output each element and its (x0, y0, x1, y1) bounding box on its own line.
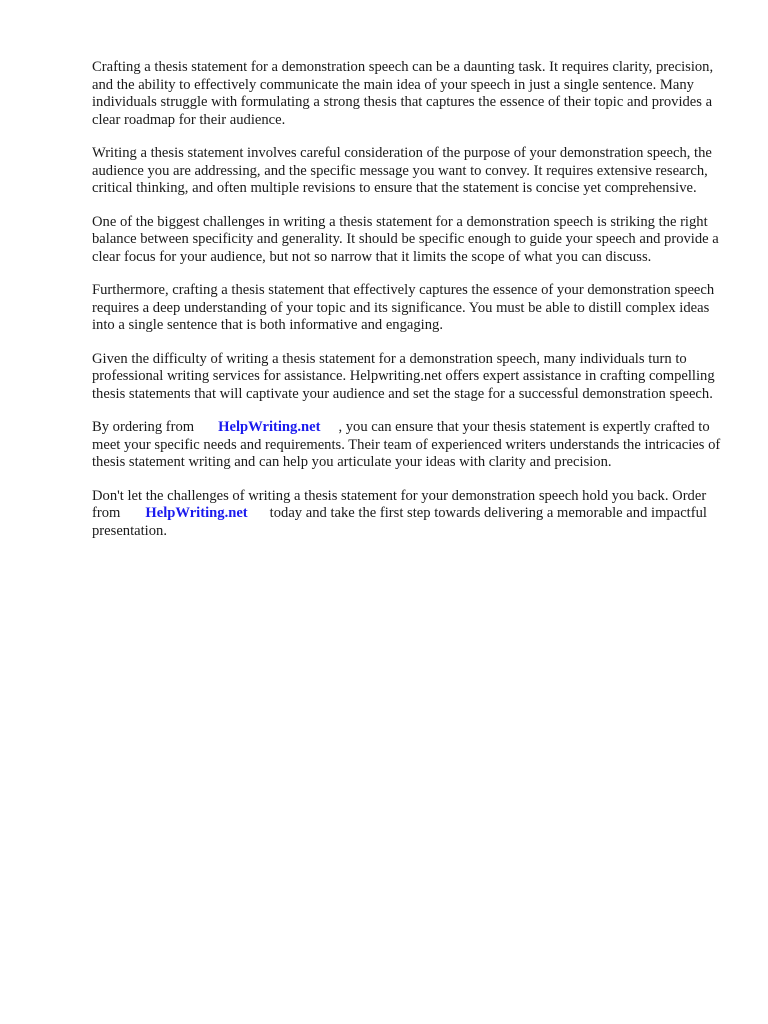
closing-text-after: today and take the first step towards delivering a memorable and impactful presentation. (92, 505, 707, 539)
helpwriting-link[interactable]: HelpWriting.net (218, 419, 321, 435)
paragraph-closing (92, 488, 724, 541)
closing-text-before: Don't let the challenges of writing a thesis statement for your demonstration speech hold you back. Order from (92, 487, 707, 521)
paragraph-ordering (92, 419, 724, 472)
ordering-text-before: By ordering from (92, 419, 195, 435)
ordering-text-after: , you can ensure that your thesis statement is expertly crafted to meet your specific needs and requirements. Their team of experienced writers understands the intricacies of thesis statement writing and can help you articulate your ideas with clarity and precision. (92, 419, 721, 470)
helpwriting-link-closing[interactable]: HelpWriting.net (145, 505, 248, 521)
paragraph-furthermore: Furthermore, crafting a thesis statement that effectively captures the essence of your demonstration speech requires a deep understanding of your topic and its significance. You must be able to distill complex ideas into a single sentence that is both informative and engaging. (92, 282, 715, 333)
paragraph-intro: Crafting a thesis statement for a demonstration speech can be a daunting task. It requires clarity, precision, and the ability to effectively communicate the main idea of your speech in just a single sentence. Many individuals struggle with formulating a strong thesis that captures the essence of their topic and provides a clear roadmap for their audience. (92, 59, 714, 128)
paragraph-services: Given the difficulty of writing a thesis statement for a demonstration speech, many individuals turn to professional writing services for assistance. Helpwriting.net offers expert assistance in crafting compelling thesis statements that will captivate your audience and set the stage for a successful demonstration speech. (92, 350, 715, 402)
paragraph-challenges: One of the biggest challenges in writing a thesis statement for a demonstration speech is striking the right balance between specificity and generality. It should be specific enough to guide your speech and provide a clear focus for your audience, but not so narrow that it limits the scope of what you can discuss. (92, 213, 719, 265)
paragraph-writing: Writing a thesis statement involves careful consideration of the purpose of your demonstration speech, the audience you are addressing, and the specific message you want to convey. It requires extensive research, critical thinking, and often multiple revisions to ensure that the statement is concise yet comprehensive. (92, 145, 712, 196)
